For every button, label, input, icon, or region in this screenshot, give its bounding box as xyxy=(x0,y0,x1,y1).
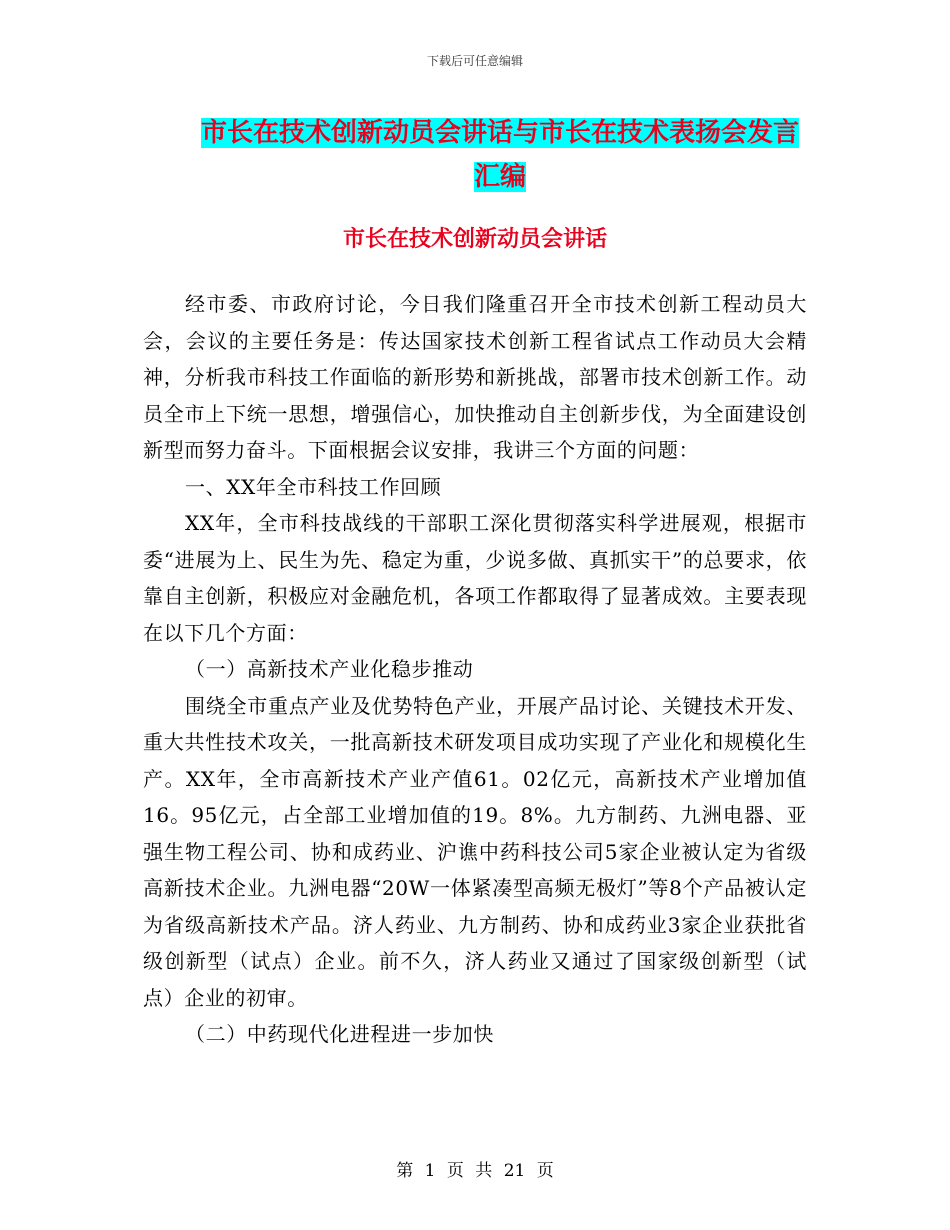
heading-part-one: 一、XX年全市科技工作回顾 xyxy=(185,474,442,499)
heading-subsection-two: （二）中药现代化进程进一步加快 xyxy=(185,1022,494,1046)
heading-subsection-one: （一）高新技术产业化稳步推动 xyxy=(185,657,474,681)
main-title-line-1: 市长在技术创新动员会讲话与市长在技术表扬会发言 xyxy=(200,118,799,148)
section-title: 市长在技术创新动员会讲话 xyxy=(342,227,607,252)
main-title-line-2: 汇编 xyxy=(473,162,526,192)
document-body xyxy=(143,286,807,1053)
page-header-note: 下载后可任意编辑 xyxy=(426,54,523,68)
document-main-title xyxy=(150,112,850,198)
paragraph-intro: 经市委、市政府讨论，今日我们隆重召开全市技术创新工程动员大会，会议的主要任务是：传达国家技术创新工程省试点工作动员大会精神，分析我市科技工作面临的新形势和新挑战，部署市技术创新工作。动员全市上下统一思想，增强信心，加快推动自主创新步伐，为全面建设创新型而努力奋斗。下面根据会议安排，我讲三个方面的问题： xyxy=(143,292,807,462)
page-number-footer: 第 1 页 共 21 页 xyxy=(396,1161,554,1181)
paragraph-hightech: 围绕全市重点产业及优势特色产业，开展产品讨论、关键技术开发、重大共性技术攻关，一批高新技术研发项目成功实现了产业化和规模化生产。XX年，全市高新技术产业产值61。02亿元，高新技术产业增加值16。95亿元，占全部工业增加值的19。8%。九方制药、九洲电器、亚强生物工程公司、协和成药业、沪谯中药科技公司5家企业被认定为省级高新技术企业。九洲电器“20W一体紧凑型高频无极灯”等8个产品被认定为省级高新技术产品。济人药业、九方制药、协和成药业3家企业获批省级创新型（试点）企业。前不久，济人药业又通过了国家级创新型（试点）企业的初审。 xyxy=(143,693,807,1010)
paragraph-review: XX年，全市科技战线的干部职工深化贯彻落实科学进展观，根据市委“进展为上、民生为先、稳定为重，少说多做、真抓实干”的总要求，依靠自主创新，积极应对金融危机，各项工作都取得了显著成效。主要表现在以下几个方面： xyxy=(143,511,807,645)
